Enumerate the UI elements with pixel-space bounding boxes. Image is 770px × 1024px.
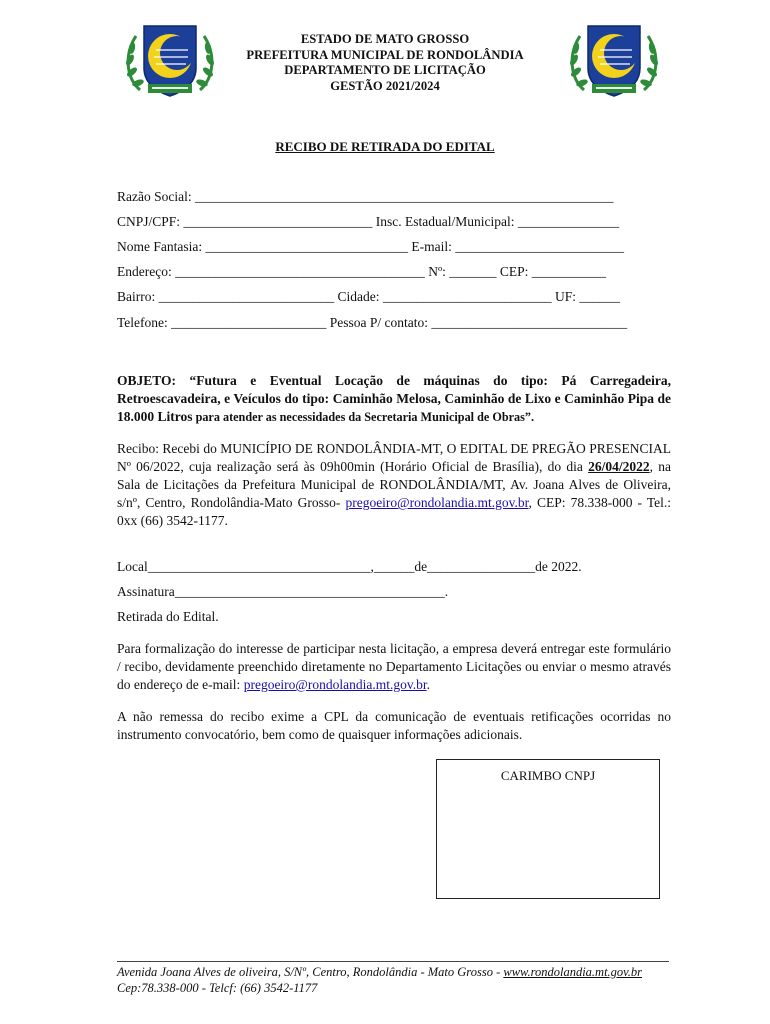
header-state: ESTADO DE MATO GROSSO [300, 32, 470, 46]
header-gestao: GESTÃO 2021/2024 [330, 78, 440, 93]
footer-address: Avenida Joana Alves de oliveira, S/Nº, Centro, Rondolândia - Mato Grosso - [117, 965, 504, 979]
formalizacao-end: . [426, 677, 430, 692]
formalizacao-email-link[interactable]: pregoeiro@rondolandia.mt.gov.br [243, 677, 427, 692]
cnpj-insc-field[interactable]: CNPJ/CPF: ____________________________ Insc. Estadual/Municipal: _______________ [117, 214, 620, 229]
formalizacao-paragraph [117, 640, 671, 694]
recibo-part3: , CEP: 78.338-000 - Tel.: 0xx (66) 3542-1177. [117, 495, 671, 528]
assinatura-field[interactable]: Assinatura________________________________________. [117, 584, 449, 599]
recibo-paragraph [117, 440, 671, 530]
header-department: DEPARTAMENTO DE LICITAÇÃO [284, 63, 486, 77]
local-date-field[interactable]: Local_________________________________,______de________________de 2022. [117, 559, 582, 574]
recibo-email-link[interactable]: pregoeiro@rondolandia.mt.gov.br [345, 495, 529, 510]
objeto-main: OBJETO: “Futura e Eventual Locação de máquinas do tipo: Pá Carregadeira, Retroescavadeira, e Veículos do tipo: Caminhão Melosa, Caminhão de Lixo e Caminhão Pipa de 18.000 Litros [117, 373, 671, 424]
remessa-paragraph: A não remessa do recibo exime a CPL da comunicação de eventuais retificações ocorridas no instrumento convocatório, bem como de quaisquer informações adicionais. [117, 709, 671, 742]
retirada-label: Retirada do Edital. [117, 609, 219, 624]
recibo-date: 26/04/2022 [588, 459, 650, 474]
footer [117, 964, 677, 996]
header-prefeitura: PREFEITURA MUNICIPAL DE RONDOLÂNDIA [246, 47, 524, 62]
footer-contact: Cep:78.338-000 - Telcf: (66) 3542-1177 [117, 981, 318, 995]
formalizacao-text: Para formalização do interesse de participar nesta licitação, a empresa deverá entregar este formulário / recibo, devidamente preenchido diretamente no Departamento Licitações ou enviar o mesmo através do endereço de e-mail: [117, 641, 671, 692]
endereco-field[interactable]: Endereço: _____________________________________ Nº: _______ CEP: ___________ [117, 264, 607, 279]
stamp-label: CARIMBO CNPJ [500, 768, 596, 783]
footer-divider [117, 961, 669, 962]
bairro-field[interactable]: Bairro: __________________________ Cidade: _________________________ UF: ______ [117, 289, 620, 304]
letterhead [0, 32, 770, 94]
document-title: RECIBO DE RETIRADA DO EDITAL [275, 139, 495, 154]
nome-email-field[interactable]: Nome Fantasia: ______________________________ E-mail: _________________________ [117, 239, 624, 254]
objeto-paragraph [117, 372, 671, 426]
recibo-part1: Recibo: Recebi do MUNICÍPIO DE RONDOLÂNDIA-MT, O EDITAL DE PREGÃO PRESENCIAL Nº 06/2022, cuja realização será às 09h00min (Horário Oficial de Brasília), do dia [117, 441, 671, 474]
footer-address-line [117, 964, 677, 980]
recibo-part2: , na Sala de Licitações da Prefeitura Municipal de RONDOLÂNDIA/MT, Av. Joana Alves de Oliveira, s/nº, Centro, Rondolândia-Mato Grosso- [117, 459, 671, 510]
razao-social-field[interactable]: Razão Social: ______________________________________________________________ [117, 189, 614, 204]
telefone-field[interactable]: Telefone: _______________________ Pessoa P/ contato: _____________________________ [117, 315, 628, 330]
footer-website-link[interactable]: www.rondolandia.mt.gov.br [503, 965, 643, 979]
cnpj-stamp-box [436, 759, 660, 899]
objeto-tail: para atender as necessidades da Secretaria Municipal de Obras”. [192, 410, 534, 424]
